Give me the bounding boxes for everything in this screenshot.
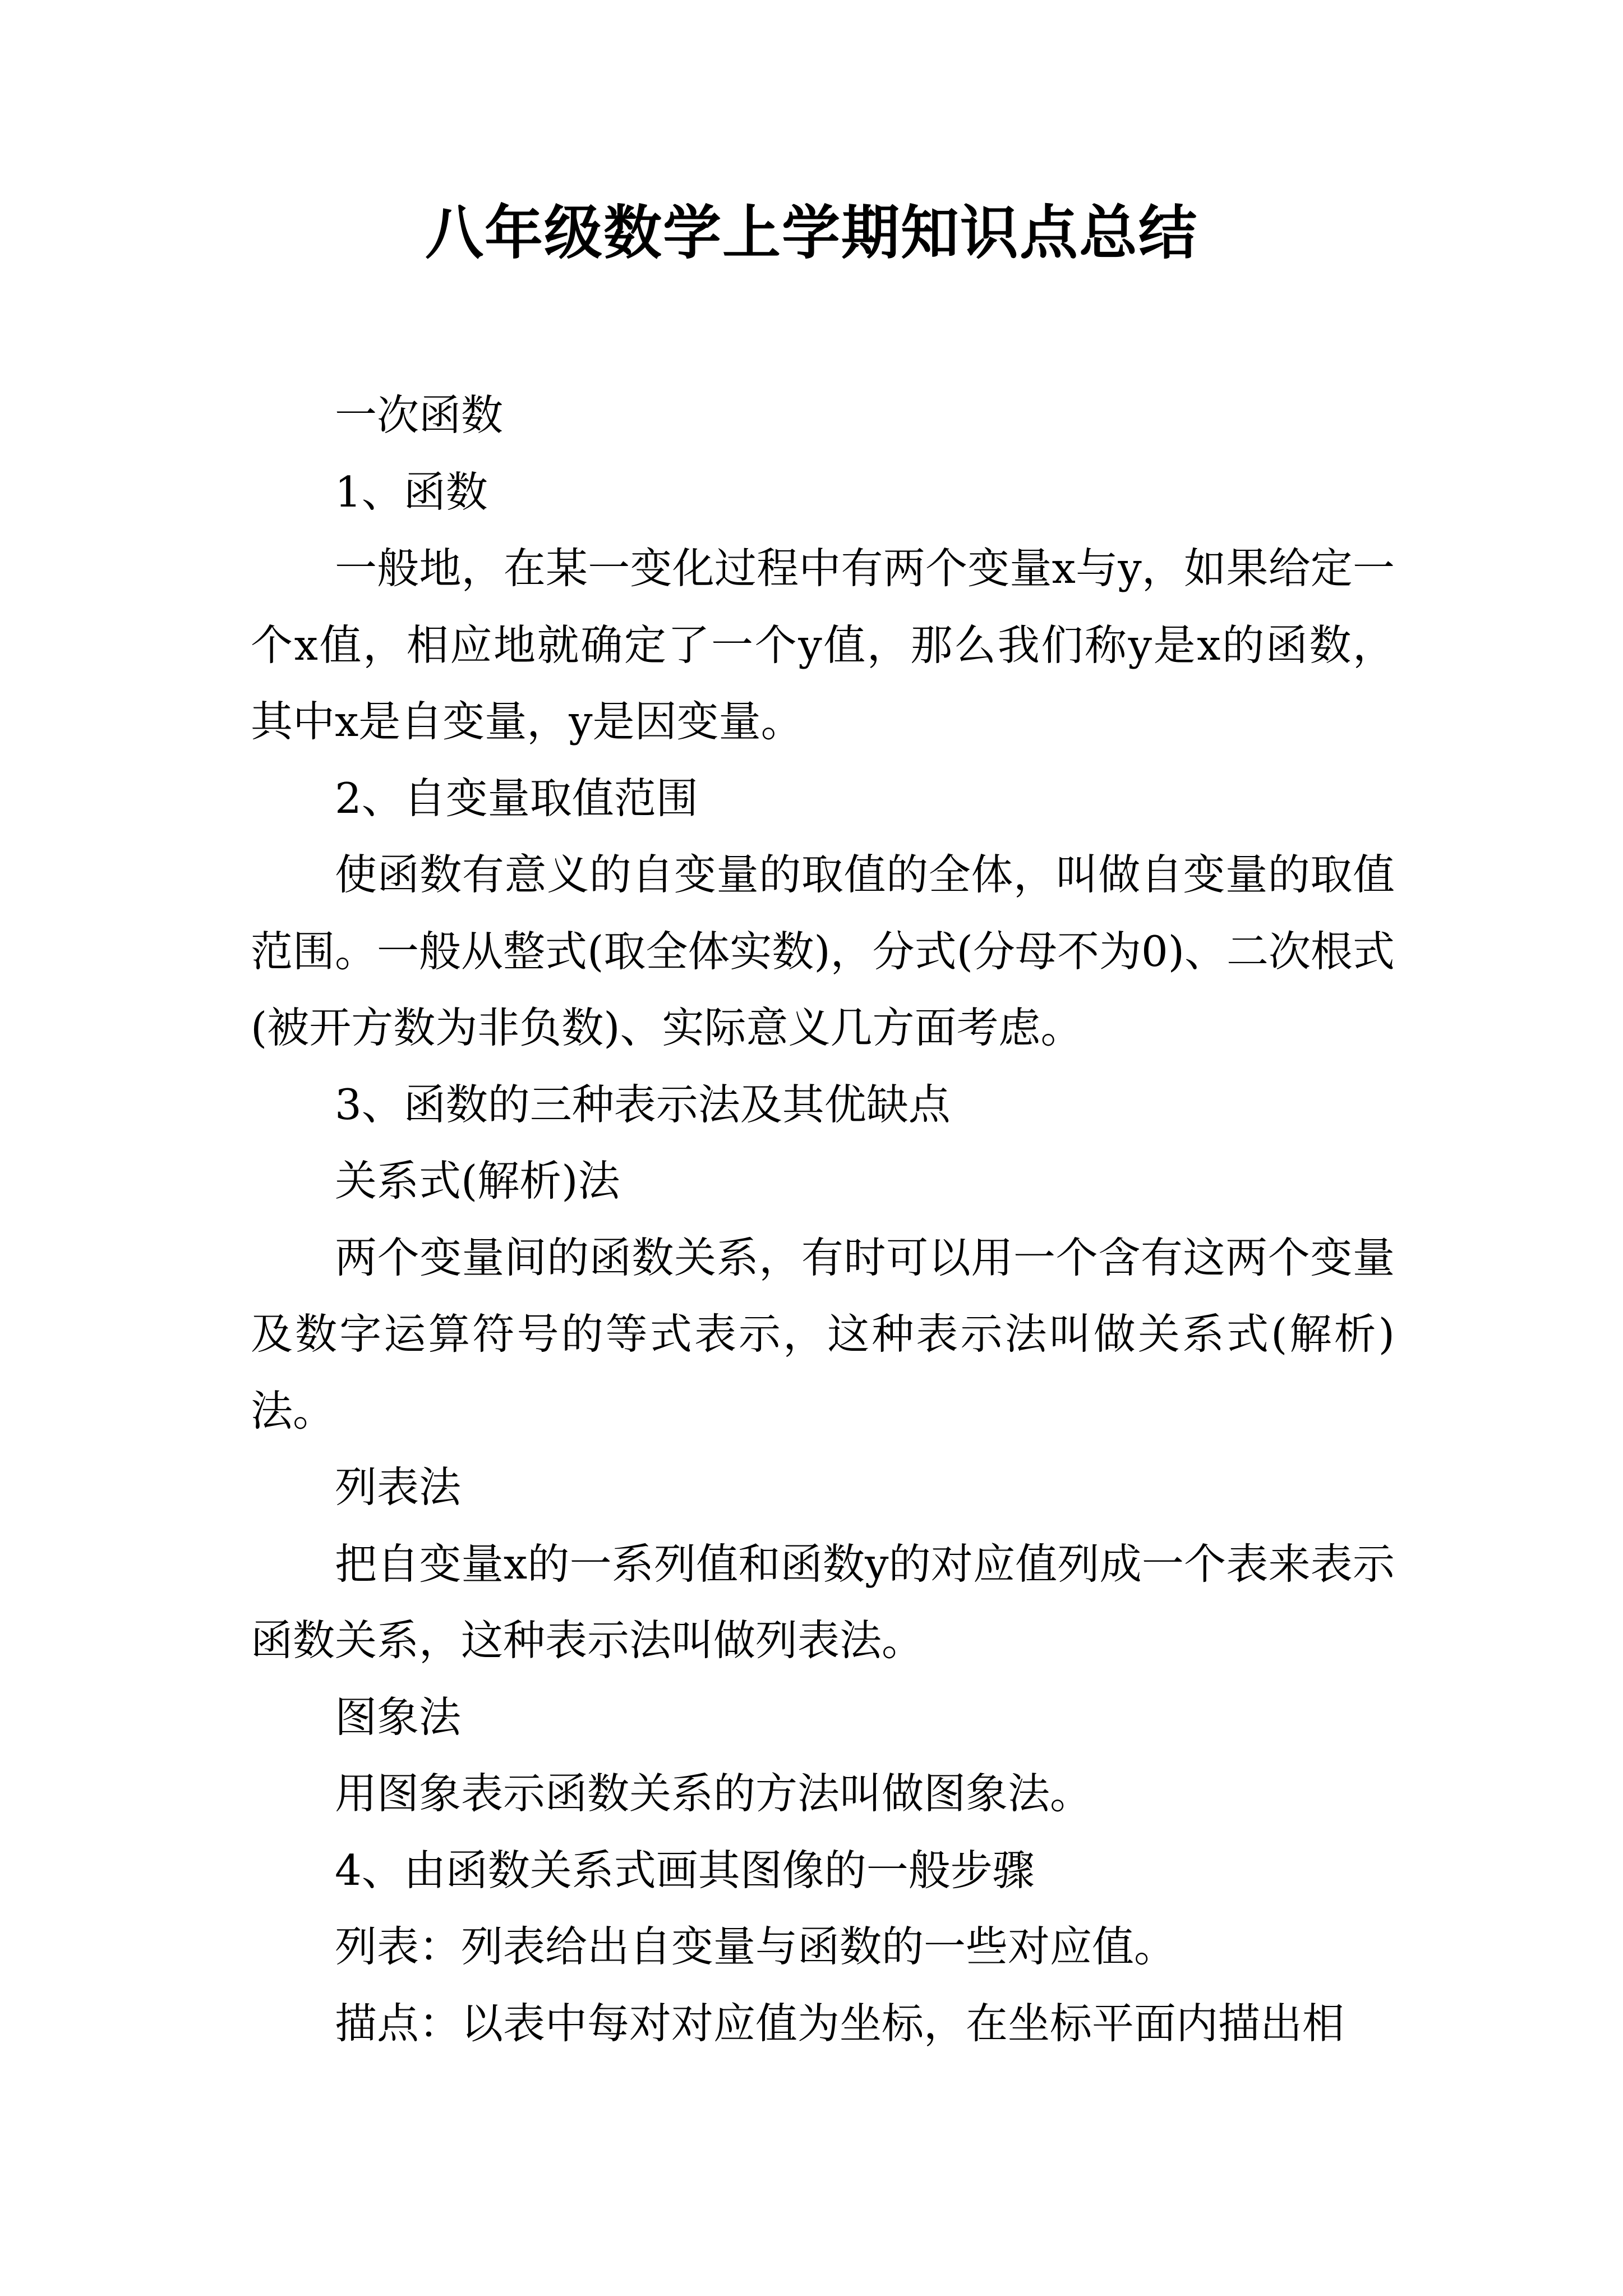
subheading-representations: 3、函数的三种表示法及其优缺点: [335, 1079, 951, 1129]
paragraph-graph-method: 用图象表示函数关系的方法叫做图象法。: [335, 1769, 1092, 1818]
section-heading-linear-function: 一次函数: [335, 390, 504, 440]
paragraph-table-method: 把自变量x的一系列值和函数y的对应值列成一个表来表示函数关系，这种表示法叫做列表法。: [251, 1539, 1395, 1665]
paragraph-step-list: 列表：列表给出自变量与函数的一些对应值。: [335, 1922, 1177, 1971]
label-analytic-method: 关系式(解析)法: [335, 1156, 620, 1205]
subheading-domain: 2、自变量取值范围: [335, 773, 698, 823]
subheading-function: 1、函数: [335, 467, 488, 517]
paragraph-analytic-method: 两个变量间的函数关系，有时可以用一个含有这两个变量及数字运算符号的等式表示，这种表示法叫做关系式(解析)法。: [251, 1232, 1395, 1435]
label-table-method: 列表法: [335, 1462, 462, 1512]
paragraph-domain-definition: 使函数有意义的自变量的取值的全体，叫做自变量的取值范围。一般从整式(取全体实数)，分式(分母不为0)、二次根式(被开方数为非负数)、实际意义几方面考虑。: [251, 850, 1395, 1052]
label-graph-method: 图象法: [335, 1692, 462, 1742]
document-title: 八年级数学上学期知识点总结: [425, 198, 1198, 267]
paragraph-step-plot: 描点：以表中每对对应值为坐标，在坐标平面内描出相: [335, 1998, 1345, 2048]
document-body: [251, 377, 1395, 2062]
subheading-graphing-steps: 4、由函数关系式画其图像的一般步骤: [335, 1845, 1035, 1895]
paragraph-function-definition: 一般地，在某一变化过程中有两个变量x与y，如果给定一个x值，相应地就确定了一个y值，那么我们称y是x的函数，其中x是自变量，y是因变量。: [251, 544, 1395, 746]
